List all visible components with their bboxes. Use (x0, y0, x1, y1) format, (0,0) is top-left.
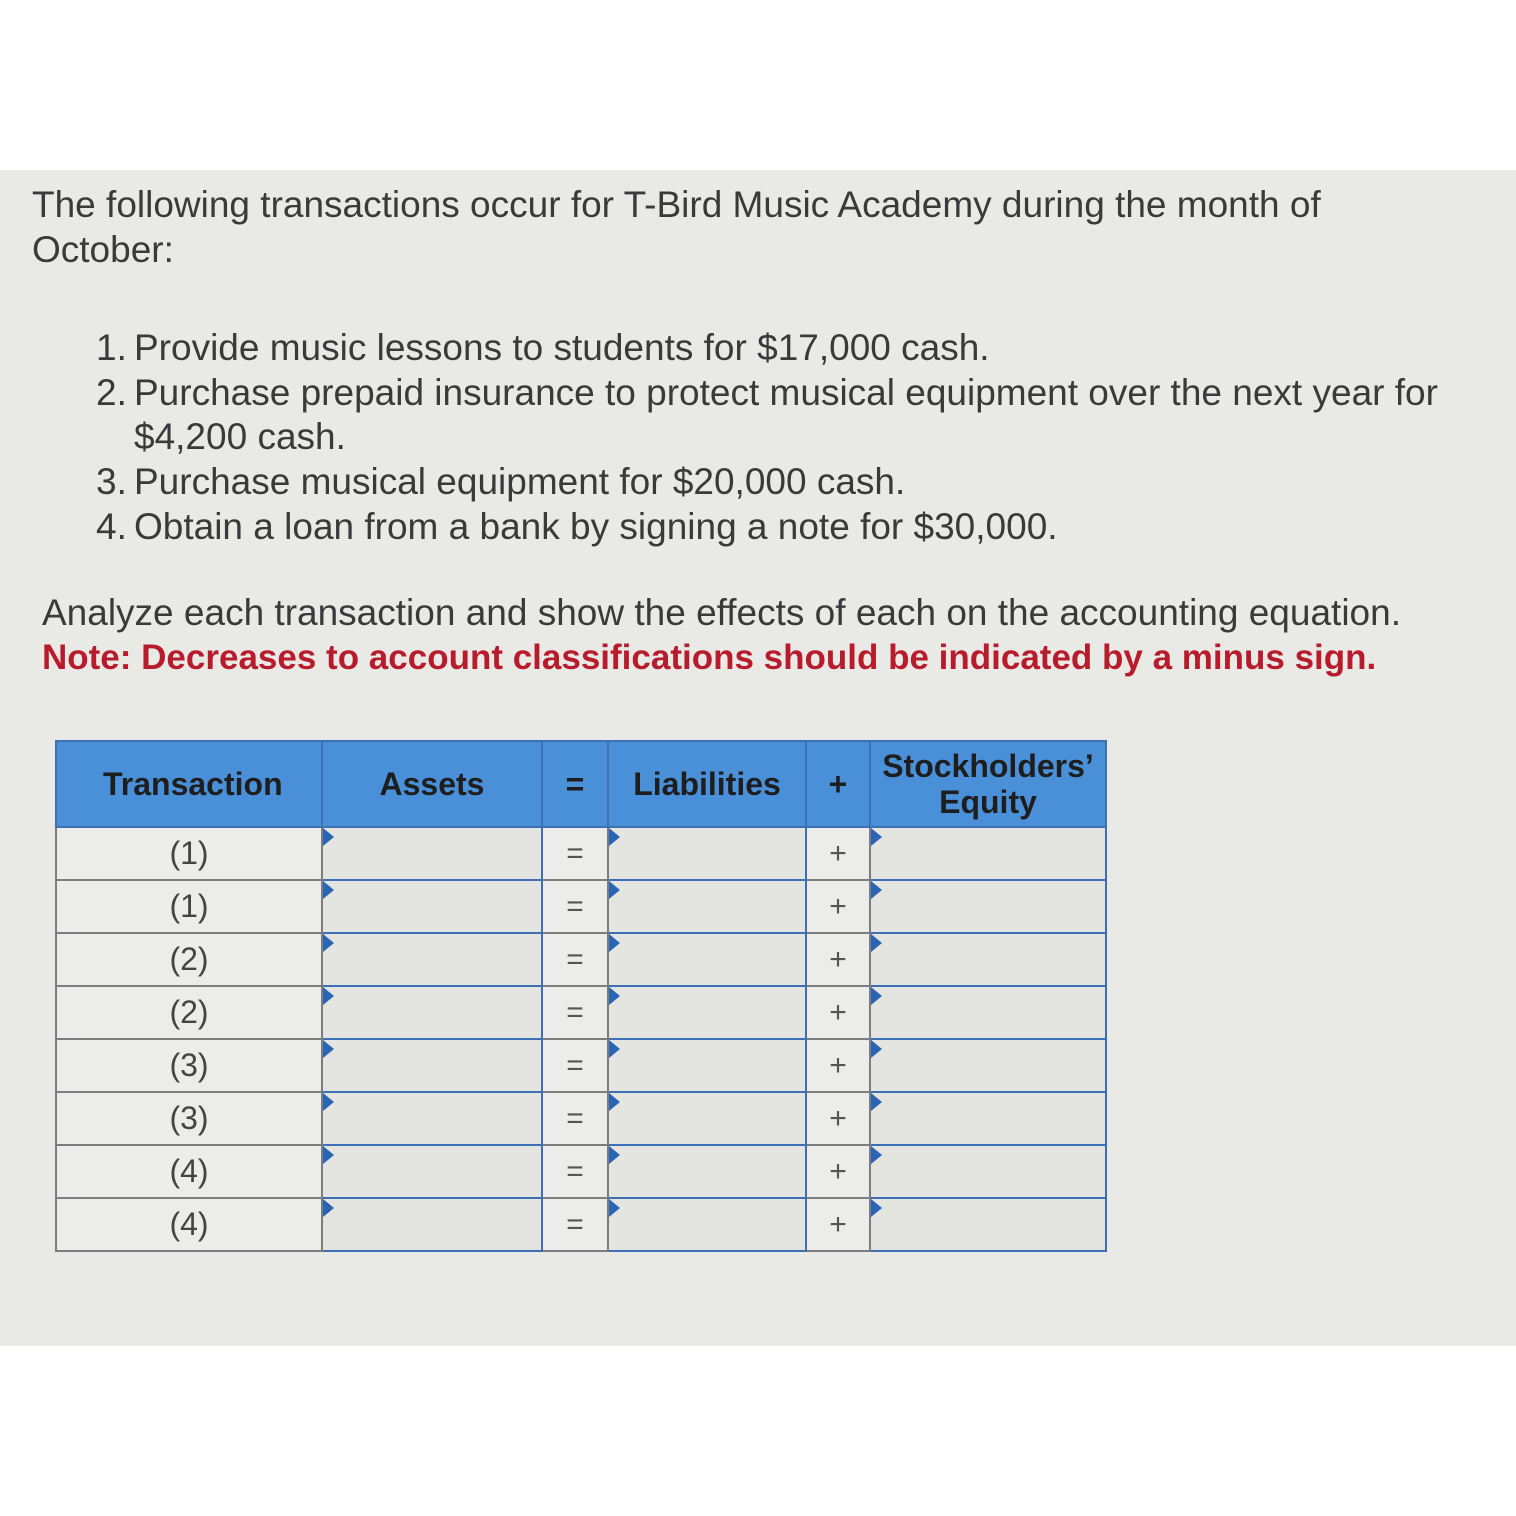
transaction-item (96, 460, 1486, 504)
equity-cell[interactable] (870, 933, 1106, 986)
plus-sign: + (806, 1198, 870, 1251)
header-assets: Assets (322, 741, 542, 827)
equity-cell[interactable] (870, 1145, 1106, 1198)
liabilities-cell[interactable] (608, 880, 806, 933)
header-transaction: Transaction (56, 741, 322, 827)
flag-icon (609, 1040, 620, 1058)
flag-icon (609, 1093, 620, 1111)
row-transaction-label: (2) (56, 933, 322, 986)
liabilities-cell[interactable] (608, 1145, 806, 1198)
assets-input[interactable] (323, 934, 541, 985)
row-transaction-label: (4) (56, 1198, 322, 1251)
flag-icon (609, 881, 620, 899)
flag-icon (323, 828, 334, 846)
liabilities-input[interactable] (609, 934, 805, 985)
equity-input[interactable] (871, 1040, 1105, 1091)
liabilities-cell[interactable] (608, 1198, 806, 1251)
assets-input[interactable] (323, 1093, 541, 1144)
plus-sign: + (806, 1039, 870, 1092)
flag-icon (323, 987, 334, 1005)
assets-cell[interactable] (322, 1198, 542, 1251)
assets-cell[interactable] (322, 986, 542, 1039)
row-transaction-label: (1) (56, 880, 322, 933)
assets-cell[interactable] (322, 933, 542, 986)
transaction-number: 2. (96, 372, 127, 413)
liabilities-cell[interactable] (608, 1092, 806, 1145)
flag-icon (871, 1199, 882, 1217)
equity-input[interactable] (871, 881, 1105, 932)
equity-input[interactable] (871, 934, 1105, 985)
transaction-list (96, 326, 1486, 550)
assets-input[interactable] (323, 1199, 541, 1250)
table-row (56, 1198, 1106, 1251)
equals-sign: = (542, 1039, 608, 1092)
liabilities-input[interactable] (609, 987, 805, 1038)
header-equity: Stockholders’ Equity (870, 741, 1106, 827)
assets-input[interactable] (323, 987, 541, 1038)
flag-icon (323, 934, 334, 952)
table-row (56, 986, 1106, 1039)
plus-sign: + (806, 1092, 870, 1145)
plus-sign: + (806, 827, 870, 880)
table-row (56, 933, 1106, 986)
equals-sign: = (542, 1092, 608, 1145)
assets-input[interactable] (323, 1040, 541, 1091)
equity-input[interactable] (871, 1093, 1105, 1144)
assets-cell[interactable] (322, 1145, 542, 1198)
question-panel (0, 170, 1516, 1346)
equity-cell[interactable] (870, 986, 1106, 1039)
transaction-text: Obtain a loan from a bank by signing a note for $30,000. (134, 506, 1058, 547)
table-row (56, 827, 1106, 880)
assets-cell[interactable] (322, 880, 542, 933)
equity-cell[interactable] (870, 1198, 1106, 1251)
note-text: Note: Decreases to account classifications should be indicated by a minus sign. (42, 638, 1377, 677)
transaction-item (96, 505, 1486, 549)
plus-sign: + (806, 880, 870, 933)
liabilities-cell[interactable] (608, 1039, 806, 1092)
row-transaction-label: (1) (56, 827, 322, 880)
liabilities-input[interactable] (609, 828, 805, 879)
equity-cell[interactable] (870, 1039, 1106, 1092)
liabilities-cell[interactable] (608, 933, 806, 986)
equity-input[interactable] (871, 987, 1105, 1038)
flag-icon (609, 987, 620, 1005)
flag-icon (871, 828, 882, 846)
equity-input[interactable] (871, 828, 1105, 879)
flag-icon (871, 987, 882, 1005)
table-header-row (56, 741, 1106, 827)
assets-input[interactable] (323, 828, 541, 879)
equity-input[interactable] (871, 1146, 1105, 1197)
flag-icon (323, 881, 334, 899)
equity-input[interactable] (871, 1199, 1105, 1250)
assets-input[interactable] (323, 1146, 541, 1197)
transaction-item (96, 371, 1486, 459)
header-plus: + (806, 741, 870, 827)
equals-sign: = (542, 1198, 608, 1251)
liabilities-cell[interactable] (608, 986, 806, 1039)
row-transaction-label: (4) (56, 1145, 322, 1198)
accounting-equation-table (55, 740, 1107, 1252)
assets-cell[interactable] (322, 827, 542, 880)
flag-icon (609, 1199, 620, 1217)
equity-cell[interactable] (870, 880, 1106, 933)
flag-icon (871, 1093, 882, 1111)
table-row (56, 1092, 1106, 1145)
plus-sign: + (806, 1145, 870, 1198)
row-transaction-label: (2) (56, 986, 322, 1039)
transaction-text: Purchase prepaid insurance to protect musical equipment over the next year for $4,200 cash. (134, 372, 1438, 457)
flag-icon (323, 1199, 334, 1217)
assets-input[interactable] (323, 881, 541, 932)
equals-sign: = (542, 986, 608, 1039)
liabilities-input[interactable] (609, 1040, 805, 1091)
flag-icon (609, 934, 620, 952)
flag-icon (609, 1146, 620, 1164)
liabilities-input[interactable] (609, 1093, 805, 1144)
flag-icon (323, 1146, 334, 1164)
flag-icon (871, 881, 882, 899)
flag-icon (323, 1093, 334, 1111)
header-equals: = (542, 741, 608, 827)
flag-icon (871, 1146, 882, 1164)
transaction-item (96, 326, 1486, 370)
equals-sign: = (542, 1145, 608, 1198)
equals-sign: = (542, 827, 608, 880)
plus-sign: + (806, 986, 870, 1039)
row-transaction-label: (3) (56, 1039, 322, 1092)
flag-icon (871, 934, 882, 952)
header-liabilities: Liabilities (608, 741, 806, 827)
intro-text: The following transactions occur for T-Bird Music Academy during the month of October: (32, 184, 1321, 270)
liabilities-input[interactable] (609, 1199, 805, 1250)
flag-icon (609, 828, 620, 846)
liabilities-input[interactable] (609, 881, 805, 932)
transaction-text: Provide music lessons to students for $17,000 cash. (134, 327, 990, 368)
instruction-text: Analyze each transaction and show the effects of each on the accounting equation. (42, 592, 1401, 633)
equity-cell[interactable] (870, 827, 1106, 880)
equals-sign: = (542, 880, 608, 933)
table-row (56, 1039, 1106, 1092)
transaction-number: 1. (96, 327, 127, 368)
equity-cell[interactable] (870, 1092, 1106, 1145)
flag-icon (871, 1040, 882, 1058)
transaction-number: 3. (96, 461, 127, 502)
equals-sign: = (542, 933, 608, 986)
table-row (56, 1145, 1106, 1198)
liabilities-cell[interactable] (608, 827, 806, 880)
assets-cell[interactable] (322, 1039, 542, 1092)
row-transaction-label: (3) (56, 1092, 322, 1145)
liabilities-input[interactable] (609, 1146, 805, 1197)
assets-cell[interactable] (322, 1092, 542, 1145)
flag-icon (323, 1040, 334, 1058)
plus-sign: + (806, 933, 870, 986)
table-row (56, 880, 1106, 933)
transaction-text: Purchase musical equipment for $20,000 cash. (134, 461, 906, 502)
transaction-number: 4. (96, 506, 127, 547)
